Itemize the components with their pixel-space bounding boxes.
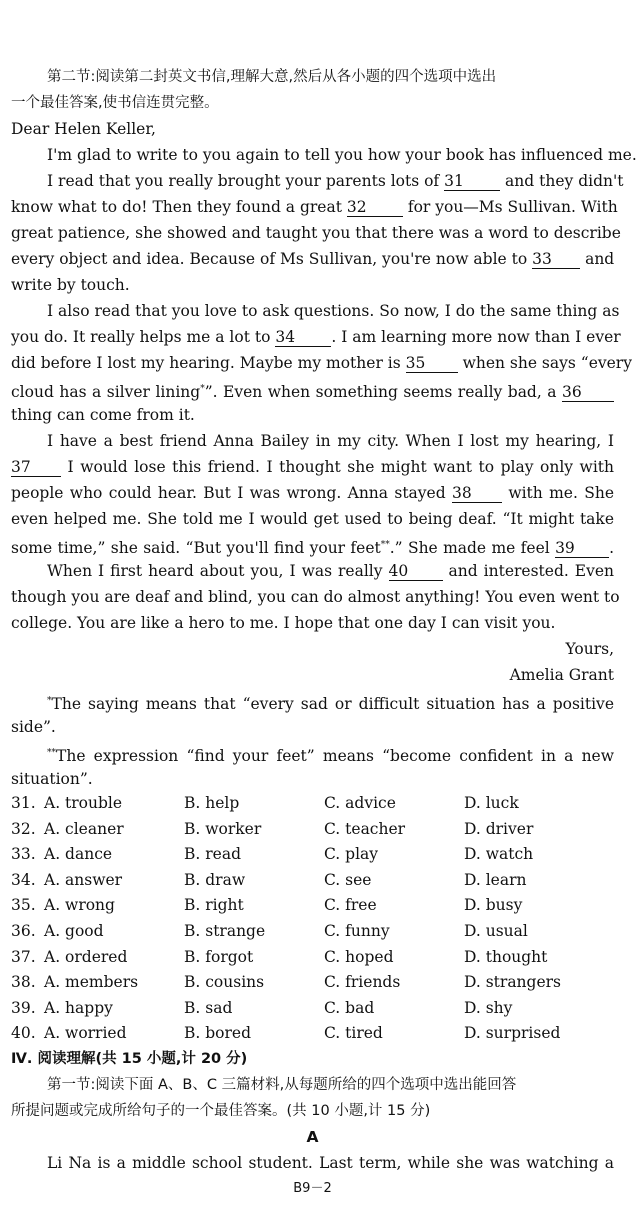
option-b: B. help <box>184 794 240 812</box>
question-number: 31. <box>11 794 36 812</box>
letter-line: college. You are like a hero to me. I hope that one day I can visit you. <box>11 614 556 632</box>
letter-line: some time,” she said. “But you'll find your feet**.” She made me feel 39 . <box>11 539 614 558</box>
blank-38: 38 <box>452 484 502 503</box>
passage-a-text: Li Na is a middle school student. Last term, while she was watching a <box>47 1154 614 1172</box>
letter-closing: Yours, <box>565 640 614 658</box>
letter-line: thing can come from it. <box>11 406 195 424</box>
option-a: A. dance <box>44 845 113 864</box>
option-b: B. bored <box>184 1024 252 1043</box>
option-b: B. forgot <box>184 947 254 966</box>
option-c: C. funny <box>324 922 390 940</box>
question-number: 36. <box>11 922 36 940</box>
option-a: A. cleaner <box>44 819 124 838</box>
option-a: A. good <box>44 922 104 940</box>
blank-37: 37 <box>11 458 61 477</box>
letter-line: 37 I would lose this friend. I thought she might want to play only with <box>11 458 614 476</box>
option-b: B. cousins <box>184 973 265 992</box>
footnote-1-cont: side”. <box>11 718 56 736</box>
letter-line: every object and idea. Because of Ms Sullivan, you're now able to 33 and <box>11 250 615 268</box>
option-d: D. driver <box>464 819 534 838</box>
blank-39: 39 <box>555 539 609 558</box>
option-c: C. play <box>324 845 379 864</box>
option-c: C. see <box>324 870 372 889</box>
letter-signature: Amelia Grant <box>509 666 614 684</box>
letter-greeting: Dear Helen Keller, <box>11 120 156 138</box>
option-a: A. wrong <box>44 896 115 915</box>
letter-line: I have a best friend Anna Bailey in my city. When I lost my hearing, I <box>47 432 614 450</box>
option-d: D. usual <box>464 922 528 940</box>
letter-line: people who could hear. But I was wrong. Anna stayed 38 with me. She <box>11 484 614 502</box>
question-number: 38. <box>11 973 36 992</box>
option-c: C. bad <box>324 998 375 1017</box>
question-number: 37. <box>11 947 36 966</box>
part-4-instruction-cont: 所提问题或完成所给句子的一个最佳答案。(共 10 小题,计 15 分) <box>11 1103 431 1119</box>
option-a: A. trouble <box>44 794 123 812</box>
option-b: B. read <box>184 845 241 864</box>
question-number: 32. <box>11 819 36 838</box>
letter-line: I also read that you love to ask questions. So now, I do the same thing as <box>47 302 620 320</box>
letter-line: When I first heard about you, I was really 40 and interested. Even <box>47 562 615 580</box>
option-c: C. tired <box>324 1024 383 1043</box>
question-number: 33. <box>11 845 36 864</box>
letter-line: know what to do! Then they found a great 32 for you—Ms Sullivan. With <box>11 198 618 216</box>
option-a: A. answer <box>44 870 123 889</box>
option-c: C. friends <box>324 973 401 992</box>
letter-line: I read that you really brought your parents lots of 31 and they didn't <box>47 172 624 190</box>
blank-40: 40 <box>389 562 443 581</box>
page-number: B9－2 <box>293 1181 332 1196</box>
blank-35: 35 <box>406 354 458 373</box>
option-c: C. advice <box>324 794 396 812</box>
option-c: C. free <box>324 896 377 915</box>
letter-paragraph-1: I'm glad to write to you again to tell you how your book has influenced me. <box>47 146 637 164</box>
footnote-2-cont: situation”. <box>11 770 93 788</box>
option-d: D. surprised <box>464 1024 561 1043</box>
option-b: B. strange <box>184 922 266 940</box>
letter-line: you do. It really helps me a lot to 34 . I am learning more now than I ever <box>11 328 621 346</box>
option-d: D. luck <box>464 794 519 812</box>
option-a: A. members <box>44 973 139 992</box>
letter-line: though you are deaf and blind, you can do almost anything! You even went to <box>11 588 620 606</box>
question-number: 35. <box>11 896 36 915</box>
option-c: C. teacher <box>324 819 406 838</box>
option-d: D. strangers <box>464 973 562 992</box>
passage-label: A <box>306 1128 319 1146</box>
letter-line: great patience, she showed and taught you that there was a word to describe <box>11 224 621 242</box>
option-d: D. thought <box>464 947 548 966</box>
question-number: 40. <box>11 1024 36 1043</box>
letter-line: write by touch. <box>11 276 130 294</box>
option-b: B. worker <box>184 819 262 838</box>
option-d: D. watch <box>464 845 534 864</box>
footnote-2: **The expression “find your feet” means “become confident in a new <box>47 747 614 766</box>
option-b: B. draw <box>184 870 246 889</box>
blank-33: 33 <box>532 250 580 269</box>
blank-34: 34 <box>275 328 331 347</box>
question-number: 34. <box>11 870 36 889</box>
blank-36: 36 <box>562 383 614 402</box>
option-d: D. learn <box>464 870 527 889</box>
option-d: D. shy <box>464 998 513 1017</box>
option-d: D. busy <box>464 896 523 915</box>
letter-line: did before I lost my hearing. Maybe my mother is 35 when she says “every <box>11 354 632 372</box>
option-a: A. ordered <box>44 947 128 966</box>
option-a: A. happy <box>44 998 113 1017</box>
section-2-instruction: 第二节:阅读第二封英文书信,理解大意,然后从各小题的四个选项中选出 <box>47 69 497 85</box>
letter-line: even helped me. She told me I would get used to being deaf. “It might take <box>11 510 614 528</box>
blank-31: 31 <box>444 172 500 191</box>
option-b: B. sad <box>184 998 233 1017</box>
part-4-instruction: 第一节:阅读下面 A、B、C 三篇材料,从每题所给的四个选项中选出能回答 <box>47 1077 517 1093</box>
blank-32: 32 <box>347 198 403 217</box>
letter-line: cloud has a silver lining*”. Even when something seems really bad, a 36 <box>11 376 614 405</box>
part-4-heading: Ⅳ. 阅读理解(共 15 小题,计 20 分) <box>11 1051 248 1067</box>
option-a: A. worried <box>44 1024 127 1043</box>
option-c: C. hoped <box>324 947 394 966</box>
footnote-1: *The saying means that “every sad or difficult situation has a positive <box>47 695 614 714</box>
option-b: B. right <box>184 896 244 915</box>
question-number: 39. <box>11 998 36 1017</box>
section-2-instruction-cont: 一个最佳答案,使书信连贯完整。 <box>11 95 219 111</box>
